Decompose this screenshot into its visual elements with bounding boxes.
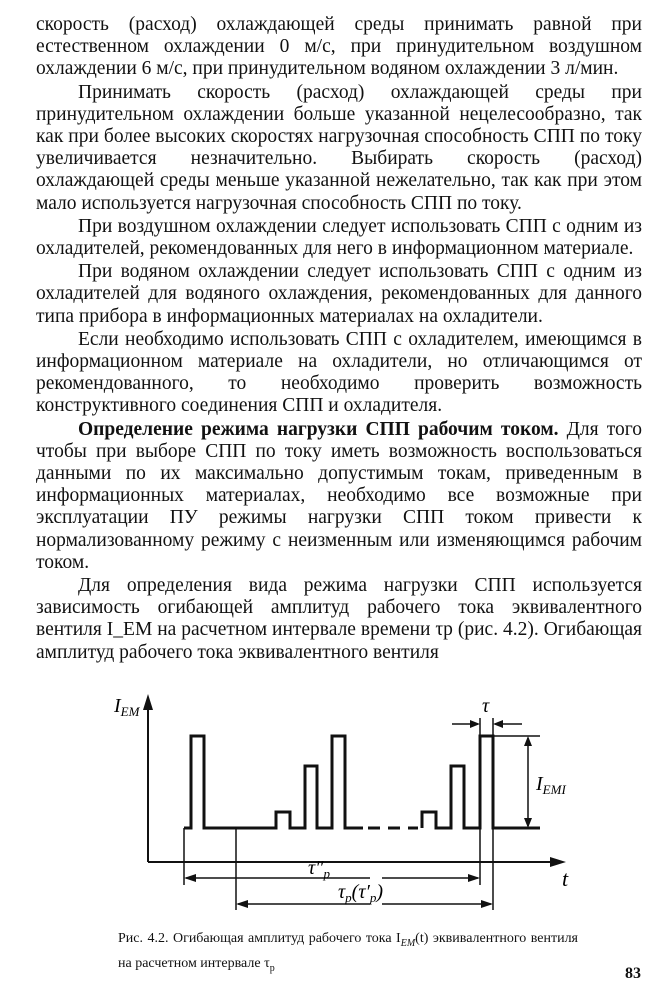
paragraph-4: При водяном охлаждении следует использовать СПП с одним из охладителей для водяного охлаждения, рекомендованных для данного типа прибора в информационных материалах на охладители. — [36, 261, 642, 327]
paragraph-1: скорость (расход) охлаждающей среды принимать равной при естественном охлаждении 0 м/с, при принудительном воздушном охлаждении 6 м/с, при принудительном водяном охлаждении 3 л/мин. — [36, 14, 642, 80]
paragraph-6-text: Для того чтобы при выборе СПП по току иметь возможность воспользоваться данными по их максимально допустимым токам, приведенным в информационных материалах, необходимо все возможные при эксплуатации ПУ режимы нагрузки СПП током привести к нормализованному режиму с неизменным или изменяющимся рабочим током. — [36, 418, 642, 573]
interval1-arrow-right — [468, 874, 480, 882]
paragraph-6 — [36, 419, 642, 574]
interval1-label: $\tau''_p$ — [308, 857, 330, 881]
amp-arrowhead-top — [524, 736, 532, 746]
caption-sub-1: EM — [400, 937, 416, 949]
x-axis-label: t — [562, 866, 569, 891]
figure-caption — [118, 929, 578, 979]
caption-part-2: (t) эквивалентного вентиля на расчетном интервале τ — [118, 931, 578, 971]
page-number: 83 — [625, 965, 641, 982]
figure-4-2 — [100, 690, 600, 920]
caption-sub-2: р — [269, 962, 275, 974]
tau-arrowhead-right — [493, 720, 503, 728]
tau-label: τ — [482, 695, 490, 717]
interval1-arrow-left — [184, 874, 196, 882]
current-envelope-left — [184, 736, 363, 828]
interval2-arrow-right — [481, 900, 493, 908]
current-envelope-right — [422, 736, 540, 828]
paragraph-3: При воздушном охлаждении следует использовать СПП с одним из охладителей, рекомендованных для него в информационном материале. — [36, 215, 642, 260]
body-text — [36, 14, 642, 665]
tau-arrowhead-left — [470, 720, 480, 728]
caption-part-1: Рис. 4.2. Огибающая амплитуд рабочего тока I — [118, 931, 401, 946]
paragraph-7: Для определения вида режима нагрузки СПП используется зависимость огибающей амплитуд рабочего тока эквивалентного вентиля I_EM на расчетном интервале времени τр (рис. 4.2). Огибающая амплитуд рабочего тока эквивалентного вентиля — [36, 575, 642, 663]
interval2-label: $\tau_p(\tau'_p)$ — [338, 881, 384, 905]
interval2-arrow-left — [236, 900, 248, 908]
paragraph-5: Если необходимо использовать СПП с охладителем, имеющимся в информационном материале на охладители, но отличающимся от рекомендованного, то необходимо проверить возможность конструктивного соединения СПП и охладителя. — [36, 328, 642, 417]
y-axis-label: $I_{EM}$ — [114, 695, 140, 719]
amp-label: $I_{EMI}$ — [536, 773, 566, 797]
y-axis-arrow — [143, 694, 153, 710]
section-heading: Определение режима нагрузки СПП рабочим током. — [78, 418, 559, 440]
paragraph-2: Принимать скорость (расход) охлаждающей среды при принудительном охлаждении больше указанной нецелесообразно, так как при более высоких скоростях нагрузочная способность СПП по току увеличивается незначительно. Выбирать скорость (расход) охлаждающей среды меньше указанной нежелательно, так как при этом мало используется нагрузочная способность СПП по току. — [36, 81, 642, 214]
